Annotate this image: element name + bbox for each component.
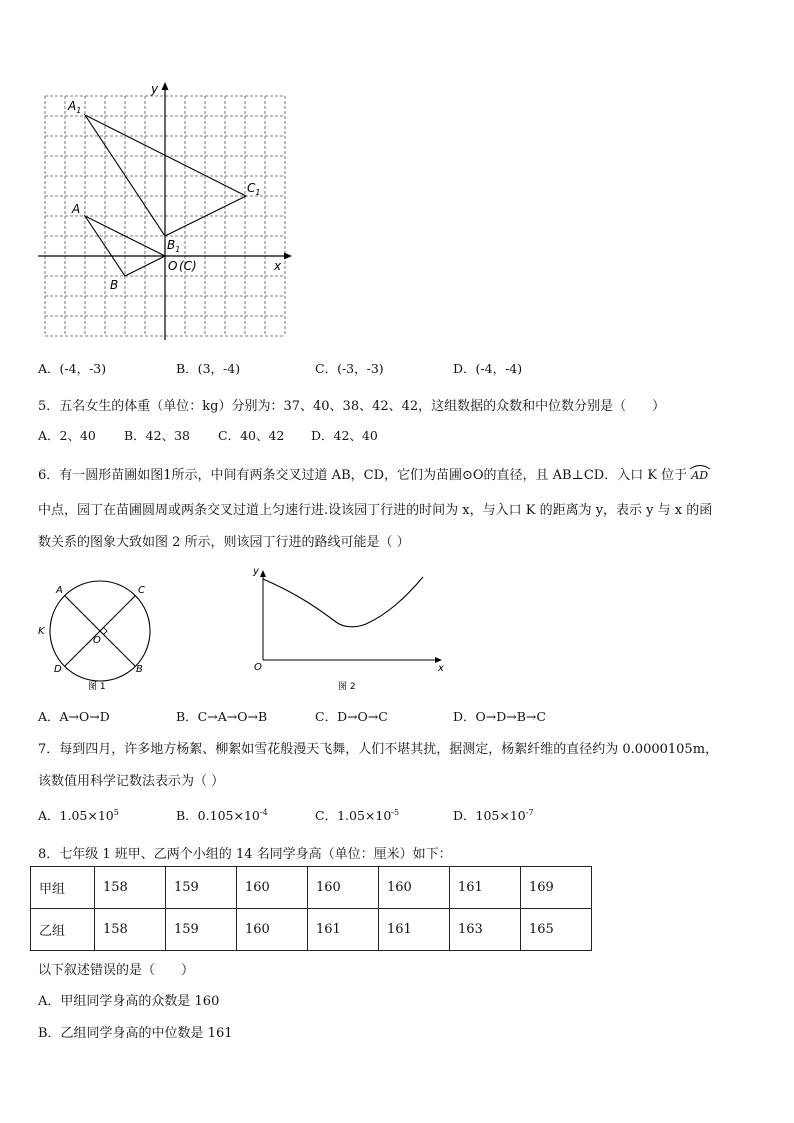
table-cell: 159	[166, 909, 237, 951]
fig1-caption: 图 1	[88, 682, 106, 692]
q6-arc-label: AD	[691, 469, 709, 482]
table-cell: 158	[95, 867, 166, 909]
fig1-label-a: A	[56, 585, 63, 596]
label-o: O	[168, 259, 178, 273]
label-b: B	[110, 278, 119, 292]
table-row	[31, 867, 592, 909]
fig1-label-o: O	[93, 635, 101, 646]
q5-option-b: B．42、38	[124, 428, 190, 443]
q7-option-d-base: D．105×10	[453, 808, 526, 823]
fig1-label-c: C	[138, 585, 145, 596]
table-cell: 161	[450, 867, 521, 909]
table-cell: 160	[379, 867, 450, 909]
q6-option-a: A．A→O→D	[38, 709, 110, 724]
table-cell: 163	[450, 909, 521, 951]
q6-stem-line2: 中点，园丁在苗圃圆周或两条交叉过道上匀速行进.设该园丁行进的时间为 x，与入口 K 的距离为 y，表示 y 与 x 的函	[38, 503, 713, 518]
q7-option-d	[453, 806, 534, 824]
q4-option-d: D．(-4，-4)	[453, 361, 523, 376]
table-cell: 165	[521, 909, 592, 951]
q7-stem-line2: 该数值用科学记数法表示为（ ）	[38, 774, 225, 789]
q6-option-b: B．C→A→O→B	[176, 709, 268, 724]
q8-option-b: B．乙组同学身高的中位数是 161	[38, 1026, 233, 1041]
q6-option-d: D．O→D→B→C	[453, 709, 546, 724]
fig2-caption: 图 2	[338, 682, 356, 692]
table-row	[31, 909, 592, 951]
q7-option-b	[176, 806, 268, 824]
q4-coordinate-figure	[0, 0, 320, 350]
label-c-paren: (C)	[179, 259, 197, 273]
table-cell: 160	[308, 867, 379, 909]
arc-mark-icon	[689, 464, 711, 470]
fig2-label-o: O	[254, 662, 262, 673]
table-row-header: 乙组	[31, 909, 95, 951]
label-a: A	[72, 202, 81, 216]
q7-option-a	[38, 806, 119, 824]
q6-figure-2	[248, 562, 453, 697]
q4-axis-x-label: x	[274, 259, 282, 273]
q4-y-axis-arrow	[162, 82, 169, 90]
q7-option-d-exp: -7	[525, 808, 534, 817]
q8-stem: 8．七年级 1 班甲、乙两个小组的 14 名同学身高（单位：厘米）如下：	[38, 847, 452, 862]
q7-stem-line1: 7．每到四月，许多地方杨絮、柳絮如雪花般漫天飞舞，人们不堪其扰，据测定，杨絮纤维的直径约为 0.0000105m，	[38, 742, 719, 757]
table-cell: 159	[166, 867, 237, 909]
fig2-label-x: x	[438, 663, 444, 674]
q4-x-axis-arrow	[284, 253, 292, 260]
q7-option-a-base: A．1.05×10	[38, 808, 114, 823]
table-row-header: 甲组	[31, 867, 95, 909]
q7-option-c	[315, 806, 399, 824]
table-cell: 158	[95, 909, 166, 951]
fig1-label-b: B	[136, 664, 143, 675]
fig2-curve	[263, 577, 423, 627]
q7-option-c-exp: -5	[391, 808, 400, 817]
q5-option-a: A．2、40	[38, 428, 96, 443]
q5-option-d: D．42、40	[311, 428, 378, 443]
q4-option-a: A．(-4，-3)	[38, 361, 107, 376]
q6-option-c: C．D→O→C	[315, 709, 388, 724]
q7-option-b-exp: -4	[259, 808, 268, 817]
q4-axis-y-label: y	[151, 82, 159, 96]
q8-prompt: 以下叙述错误的是（ ）	[38, 963, 195, 978]
q8-heights-table	[30, 866, 592, 951]
q4-option-b: B．(3，-4)	[176, 361, 241, 376]
label-a1: $A_1$	[68, 99, 82, 115]
q6-arc-ad	[691, 467, 708, 482]
q7-option-c-base: C．1.05×10	[315, 808, 392, 823]
q6-figure-1	[30, 575, 165, 695]
table-cell: 160	[237, 909, 308, 951]
table-cell: 169	[521, 867, 592, 909]
q7-option-a-exp: 5	[113, 808, 119, 817]
q6-stem-line3: 数关系的图象大致如图 2 所示，则该园丁行进的路线可能是（ ）	[38, 535, 410, 550]
fig1-label-d: D	[54, 664, 62, 675]
fig2-label-y: y	[253, 566, 259, 577]
table-cell: 160	[237, 867, 308, 909]
right-angle-mark	[100, 628, 107, 635]
q8-option-a: A．甲组同学身高的众数是 160	[38, 994, 220, 1009]
q6-stem-line1	[38, 464, 708, 483]
q7-option-b-base: B．0.105×10	[176, 808, 260, 823]
q5-stem: 5．五名女生的体重（单位：kg）分别为：37、40、38、42、42，这组数据的众数和中位数分别是（ ）	[38, 399, 666, 414]
q4-option-c: C．(-3，-3)	[315, 361, 384, 376]
table-cell: 161	[308, 909, 379, 951]
label-c1: $C_1$	[247, 181, 261, 197]
label-b1: $B_1$	[167, 238, 181, 254]
q5-option-c: C．40、42	[218, 428, 285, 443]
fig1-label-k: K	[38, 626, 45, 637]
fig2-y-arrow	[260, 570, 266, 577]
table-cell: 161	[379, 909, 450, 951]
q6-line1-text: 6．有一圆形苗圃如图1所示，中间有两条交叉过道 AB，CD，它们为苗圃⊙O的直径，且 AB⊥CD．入口 K 位于	[38, 468, 688, 483]
